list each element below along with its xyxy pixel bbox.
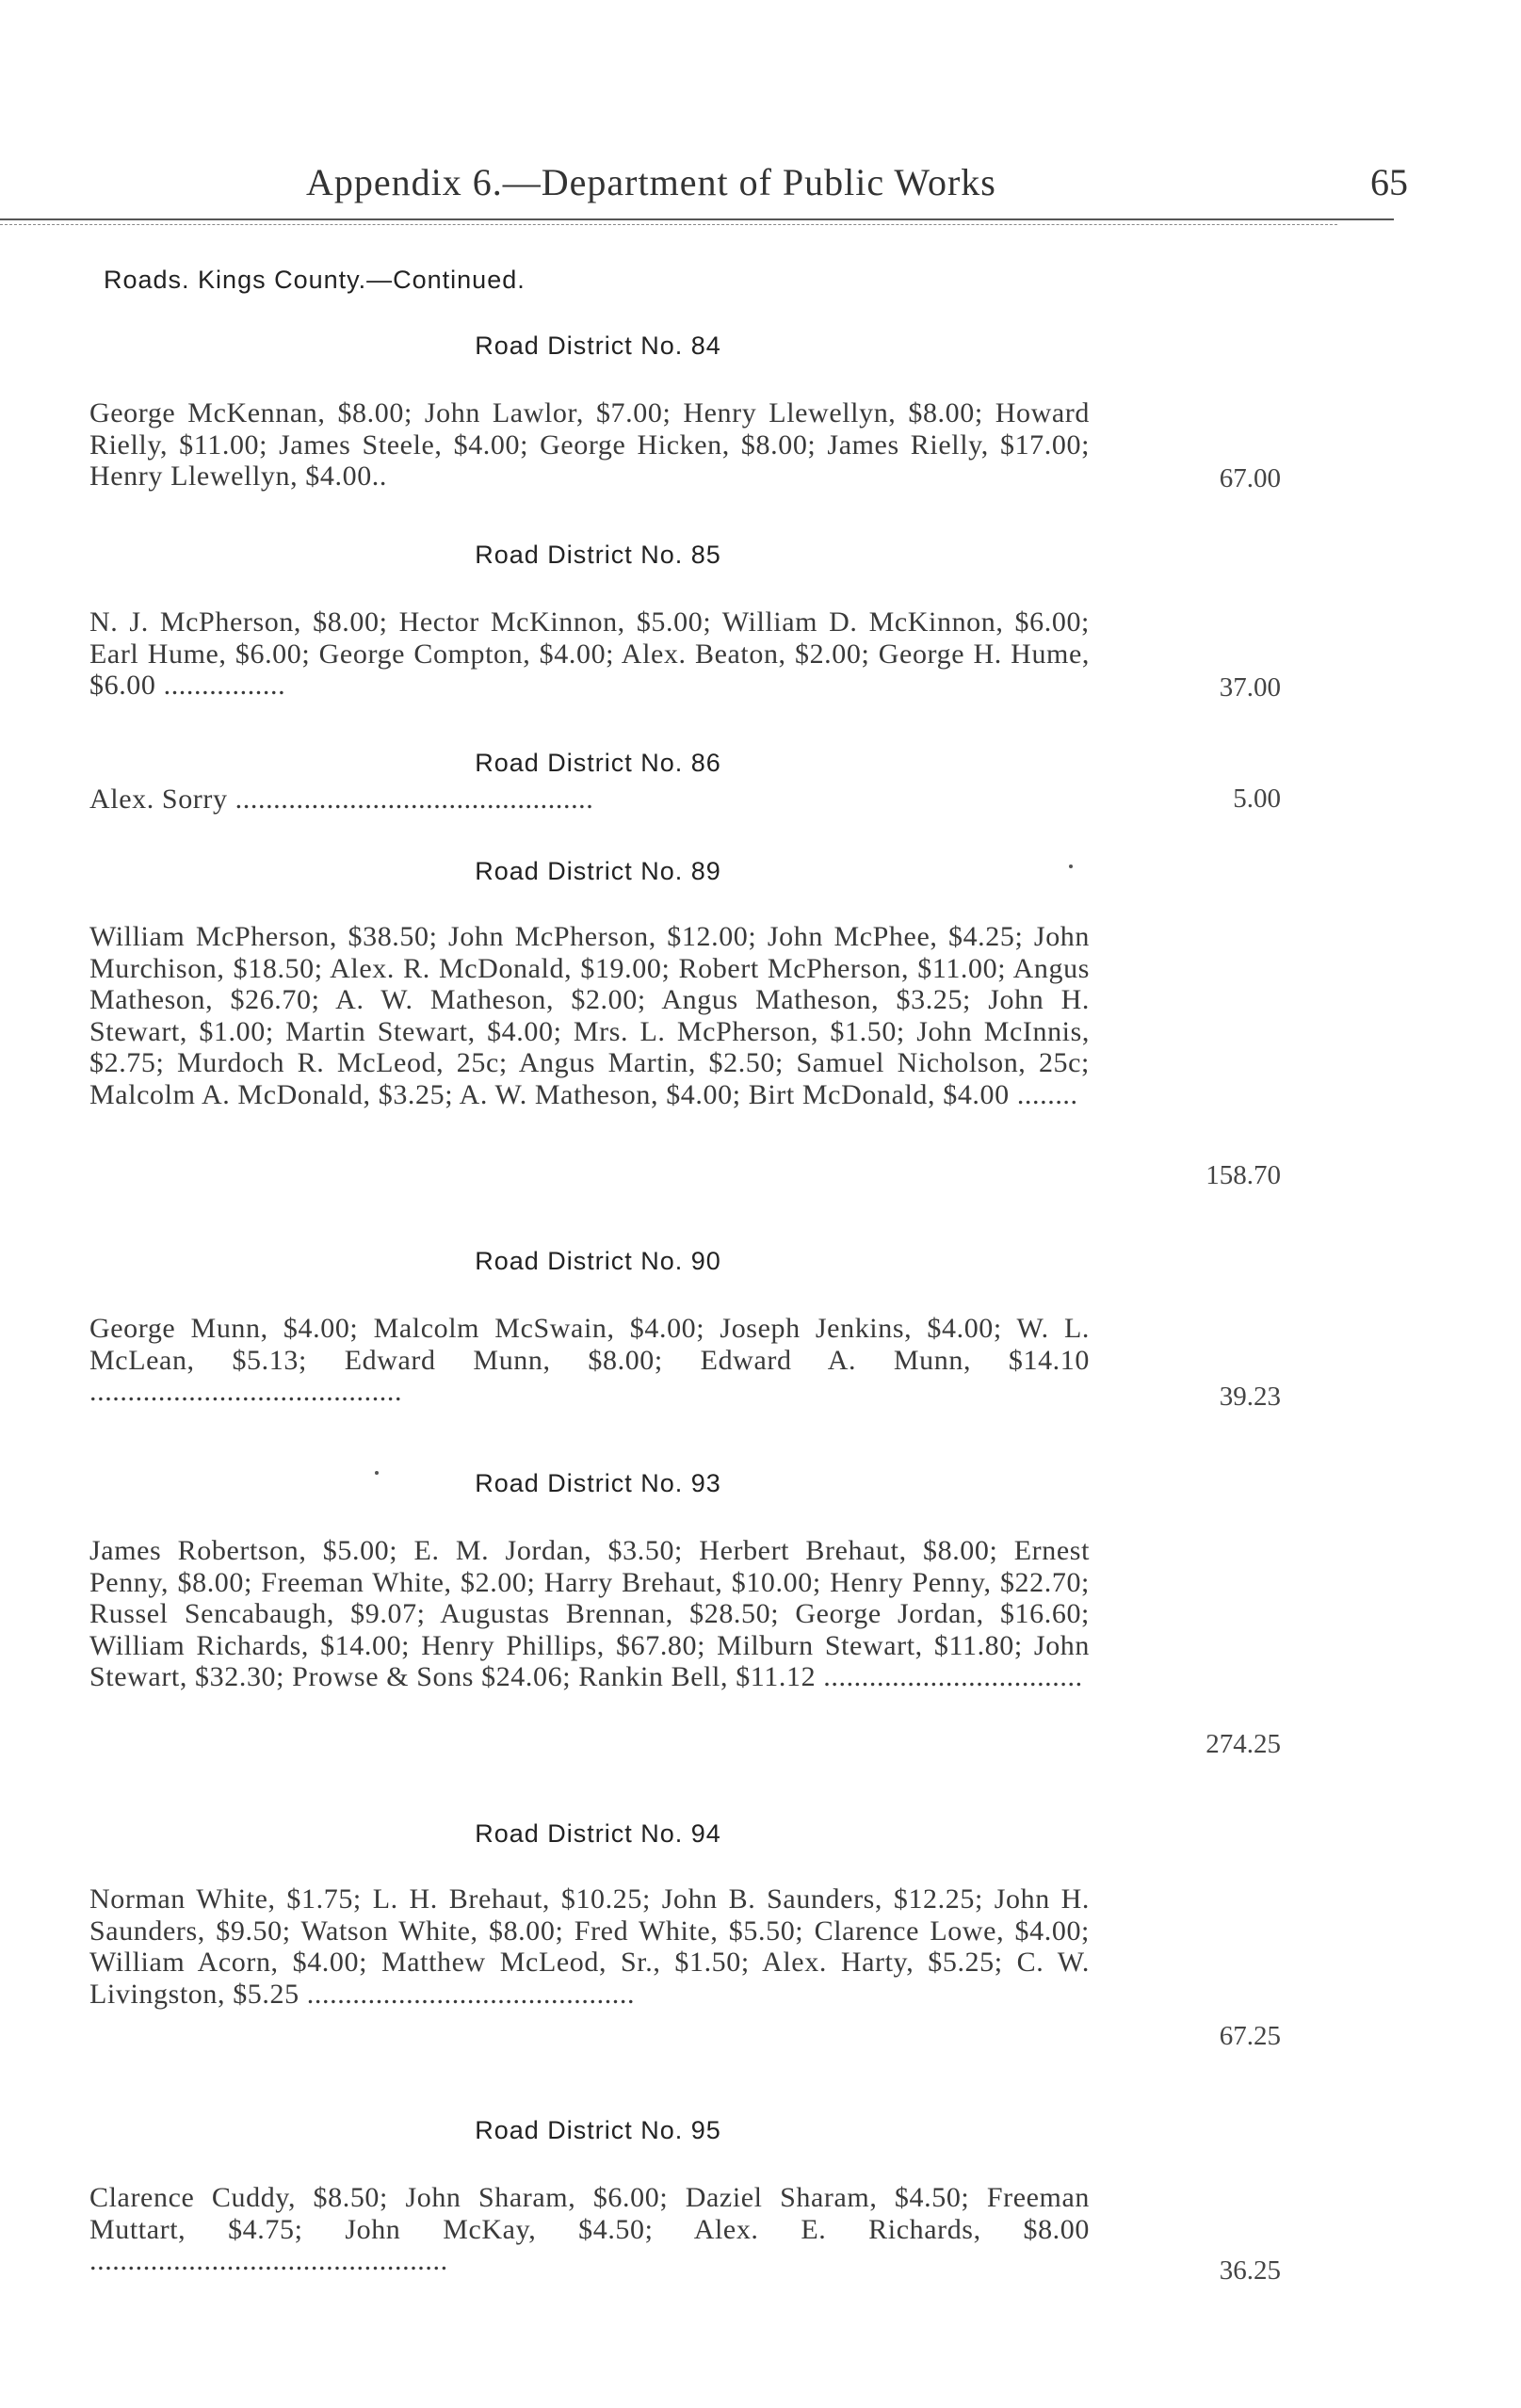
district-title: Road District No. 90 xyxy=(475,1247,721,1275)
page-number: 65 xyxy=(1370,161,1408,203)
district-total: 37.00 xyxy=(1219,672,1281,703)
district-total: 67.25 xyxy=(1219,2021,1281,2051)
district-total: 5.00 xyxy=(1233,784,1281,814)
district-entry: Norman White, $1.75; L. H. Brehaut, $10.25; John B. Saunders, $12.25; John H. Saunders, $9.50; Watson White, $8.00; Fred White, $5.50; Clarence Lowe, $4.00; William Acorn, $4.00; Matthew McLeod, Sr., $1.50; Alex. Harty, $5.25; C. W. Livingston, $5.25 ........................................... xyxy=(89,1883,1090,2010)
district-entry: James Robertson, $5.00; E. M. Jordan, $3.50; Herbert Brehaut, $8.00; Ernest Penny, $8.00; Freeman White, $2.00; Harry Brehaut, $10.00; Henry Penny, $22.70; Russel Sencabaugh, $9.07; Augustas Brennan, $28.50; George Jordan, $16.60; William Richards, $14.00; Henry Phillips, $67.80; Milburn Stewart, $11.80; John Stewart, $32.30; Prowse & Sons $24.06; Rankin Bell, $11.12 .................................. xyxy=(89,1535,1090,1692)
district-entry: William McPherson, $38.50; John McPherson, $12.00; John McPhee, $4.25; John Murchison, $18.50; Alex. R. McDonald, $19.00; Robert McPherson, $11.00; Angus Matheson, $26.70; A. W. Matheson, $2.00; Angus Matheson, $3.25; John H. Stewart, $1.00; Martin Stewart, $4.00; Mrs. L. McPherson, $1.50; John McInnis, $2.75; Murdoch R. McLeod, 25c; Angus Martin, $2.50; Samuel Nicholson, 25c; Malcolm A. McDonald, $3.25; A. W. Matheson, $4.00; Birt McDonald, $4.00 ........ xyxy=(89,921,1090,1110)
district-title: Road District No. 94 xyxy=(475,1819,721,1848)
district-entry: George McKennan, $8.00; John Lawlor, $7.00; Henry Llewellyn, $8.00; Howard Rielly, $11.00; James Steele, $4.00; George Hicken, $8.00; James Rielly, $17.00; Henry Llewellyn, $4.00.. xyxy=(89,397,1090,492)
district-entry: Clarence Cuddy, $8.50; John Sharam, $6.00; Daziel Sharam, $4.50; Freeman Muttart, $4.75; John McKay, $4.50; Alex. E. Richards, $8.00 ............................................... xyxy=(89,2182,1090,2276)
header-rule xyxy=(0,218,1394,220)
district-total: 274.25 xyxy=(1205,1729,1281,1759)
stray-mark xyxy=(375,1471,379,1475)
section-heading: Roads. Kings County.—Continued. xyxy=(104,266,526,294)
district-total: 158.70 xyxy=(1205,1160,1281,1190)
district-total: 39.23 xyxy=(1219,1382,1281,1412)
district-entry: Alex. Sorry ............................................... xyxy=(89,784,594,815)
running-head: Appendix 6.—Department of Public Works xyxy=(306,161,996,203)
district-title: Road District No. 95 xyxy=(475,2116,721,2144)
district-entry: George Munn, $4.00; Malcolm McSwain, $4.00; Joseph Jenkins, $4.00; W. L. McLean, $5.13; Edward Munn, $8.00; Edward A. Munn, $14.10 ......................................... xyxy=(89,1313,1090,1407)
district-title: Road District No. 86 xyxy=(475,749,721,777)
header-rule-dashed xyxy=(0,224,1337,225)
district-total: 36.25 xyxy=(1219,2255,1281,2286)
stray-mark xyxy=(1069,865,1073,868)
district-title: Road District No. 89 xyxy=(475,857,721,885)
district-title: Road District No. 85 xyxy=(475,541,721,569)
district-entry: N. J. McPherson, $8.00; Hector McKinnon, $5.00; William D. McKinnon, $6.00; Earl Hume, $6.00; George Compton, $4.00; Alex. Beaton, $2.00; George H. Hume, $6.00 ................ xyxy=(89,606,1090,701)
district-title: Road District No. 93 xyxy=(475,1469,721,1497)
district-title: Road District No. 84 xyxy=(475,331,721,360)
district-total: 67.00 xyxy=(1219,463,1281,493)
page-header xyxy=(0,160,1521,217)
